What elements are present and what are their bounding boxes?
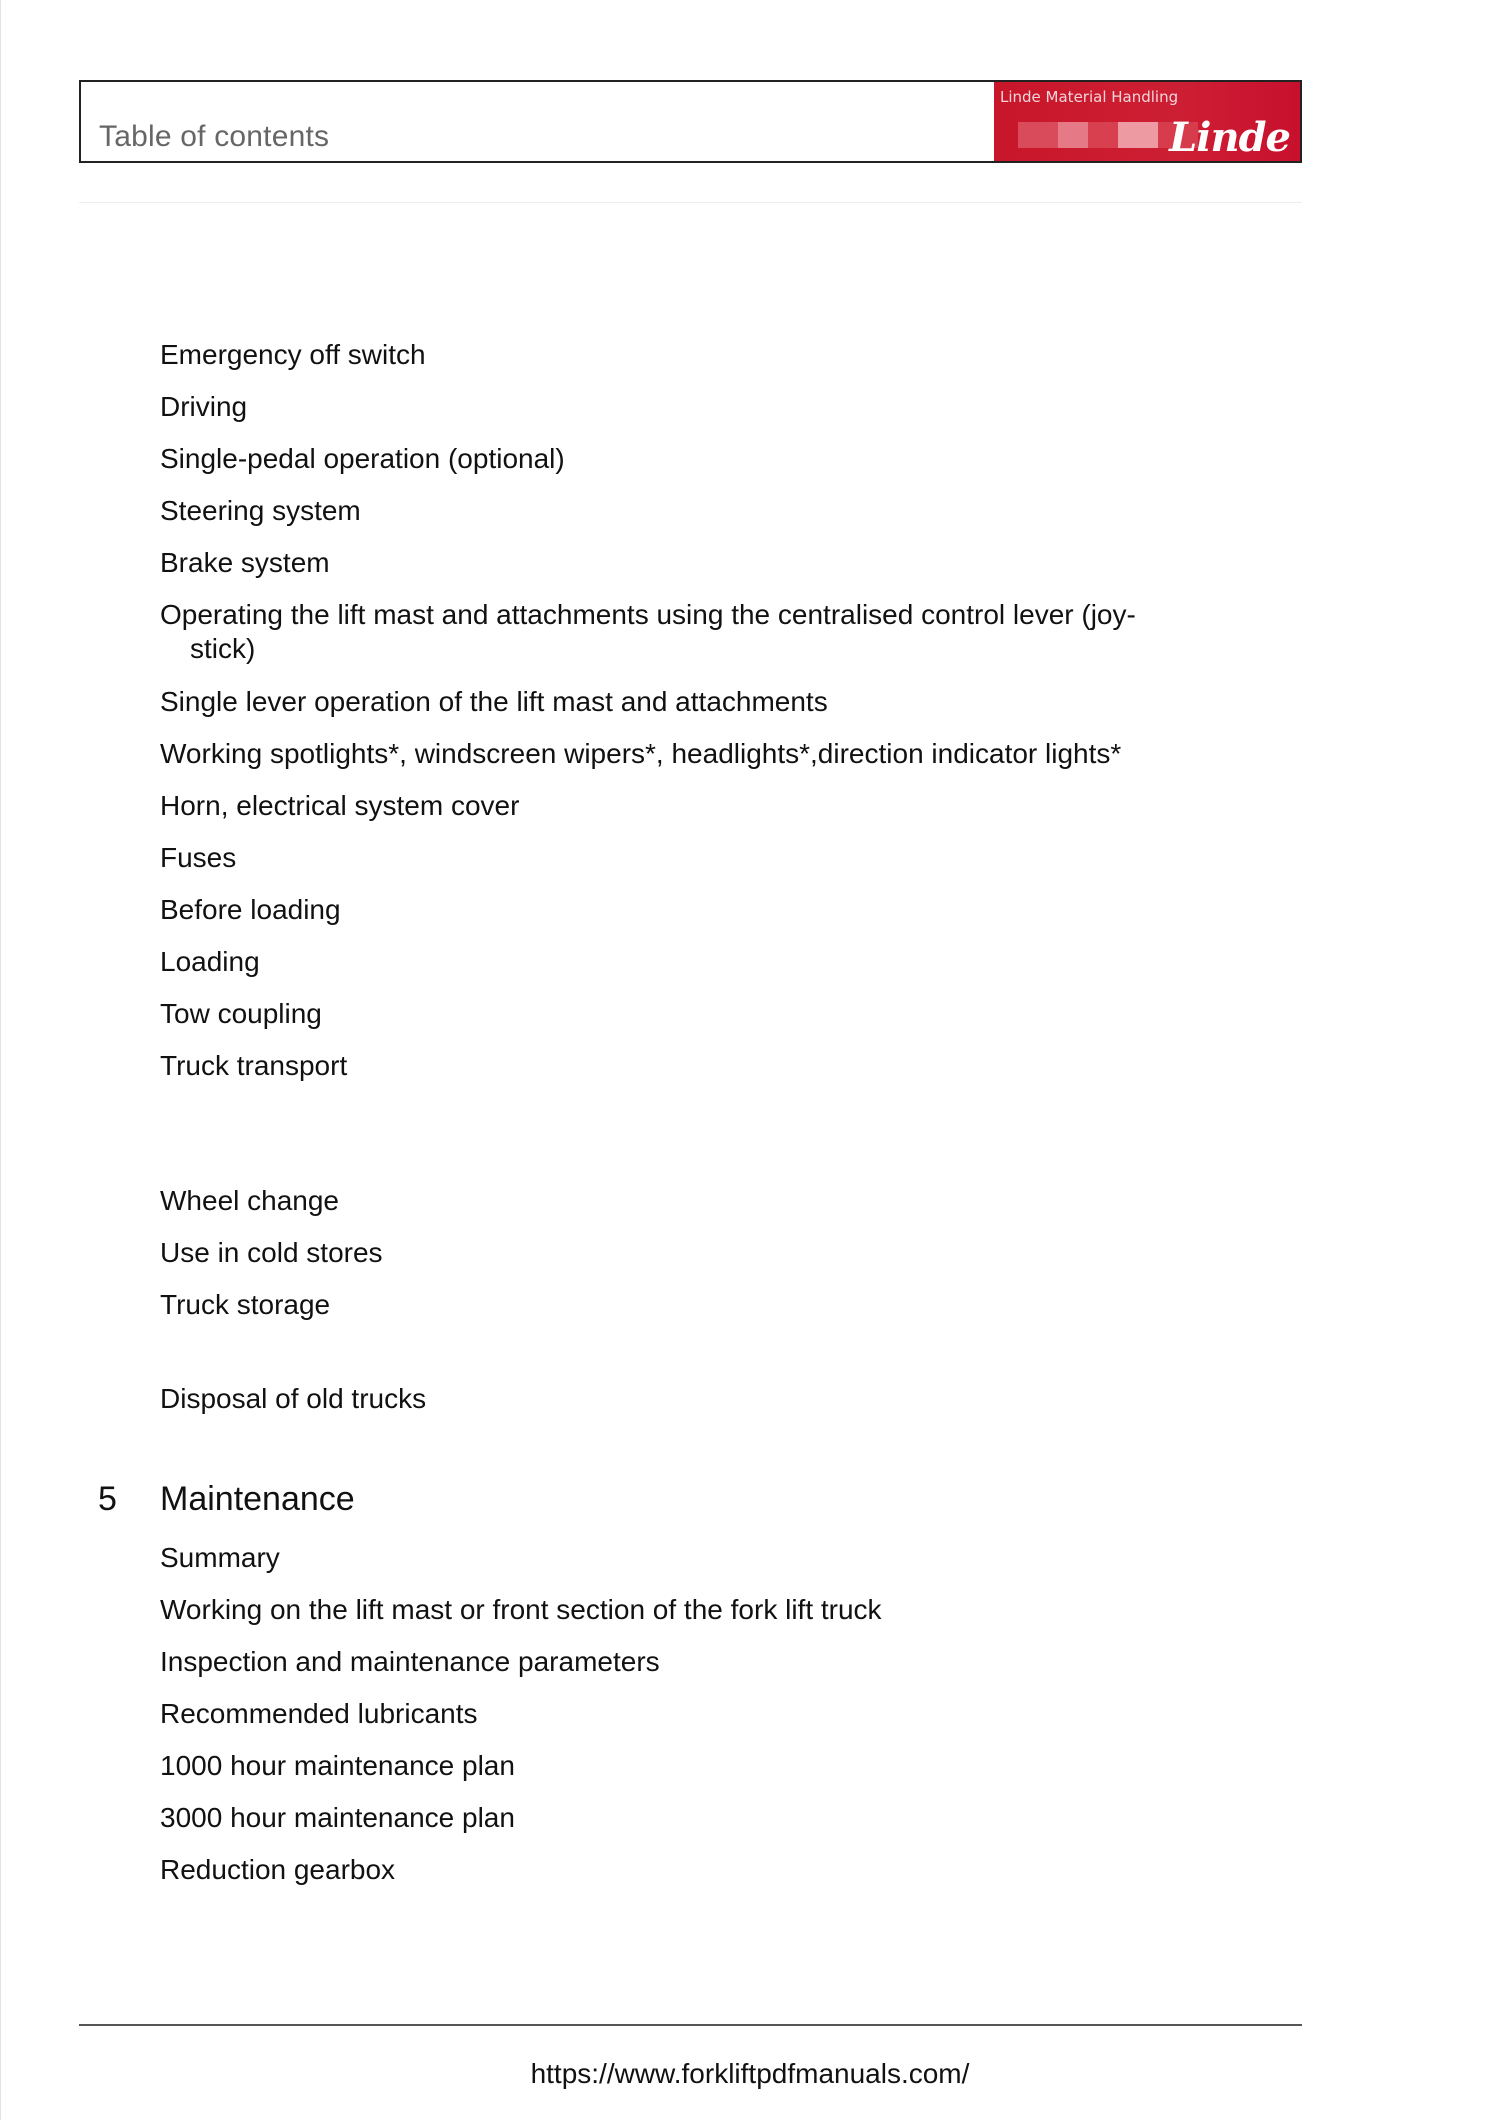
toc-entry[interactable]: Operating the lift mast and attachments using the centralised control lever (joy-stick) [160, 599, 1136, 664]
toc-entry[interactable]: Steering system [160, 495, 361, 526]
toc-entry[interactable]: Inspection and maintenance parameters [160, 1646, 660, 1677]
brand-subtitle: Linde Material Handling [1000, 88, 1179, 106]
page-edge [0, 0, 1, 2120]
toc-entry[interactable]: Tow coupling [160, 998, 322, 1029]
toc-entry[interactable]: Emergency off switch [160, 339, 426, 370]
toc-entry[interactable]: Recommended lubricants [160, 1698, 478, 1729]
toc-entry[interactable]: 1000 hour maintenance plan [160, 1750, 515, 1781]
section-number: 5 [98, 1480, 117, 1518]
toc-entry[interactable]: Reduction gearbox [160, 1854, 396, 1885]
toc-entry[interactable]: Disposal of old trucks [160, 1383, 427, 1414]
toc-entry[interactable]: Driving [160, 391, 248, 422]
toc-entry[interactable]: Before loading [160, 894, 341, 925]
brand-logo-block [994, 82, 1300, 161]
toc-entry[interactable]: 3000 hour maintenance plan [160, 1802, 515, 1833]
toc-entry[interactable]: Truck transport [160, 1050, 348, 1081]
toc-entry[interactable]: Use in cold stores [160, 1237, 383, 1268]
page-title: Table of contents [99, 120, 330, 153]
toc-entry[interactable]: Single lever operation of the lift mast and attachments [160, 686, 828, 717]
linde-logo: Linde [1169, 114, 1290, 161]
toc-entry[interactable]: Single-pedal operation (optional) [160, 443, 565, 474]
toc-entry[interactable]: Horn, electrical system cover [160, 790, 520, 821]
toc-entry[interactable]: Wheel change [160, 1185, 340, 1216]
toc-entry[interactable]: Summary [160, 1542, 280, 1573]
footer-divider [79, 2024, 1302, 2026]
toc-entry[interactable]: Working on the lift mast or front section of the fork lift truck [160, 1594, 882, 1625]
section-title[interactable]: Maintenance [160, 1480, 355, 1518]
toc-entry[interactable]: Brake system [160, 547, 330, 578]
header-divider [79, 202, 1302, 203]
toc-entry[interactable]: Working spotlights*, windscreen wipers*, headlights*,direction indicator lights* [160, 738, 1122, 769]
page-header [79, 80, 1302, 163]
toc-entry[interactable]: Fuses [160, 842, 237, 873]
toc-entry[interactable]: Truck storage [160, 1289, 331, 1320]
footer-url[interactable]: https://www.forkliftpdfmanuals.com/ [530, 2058, 970, 2089]
toc-entry[interactable]: Loading [160, 946, 260, 977]
